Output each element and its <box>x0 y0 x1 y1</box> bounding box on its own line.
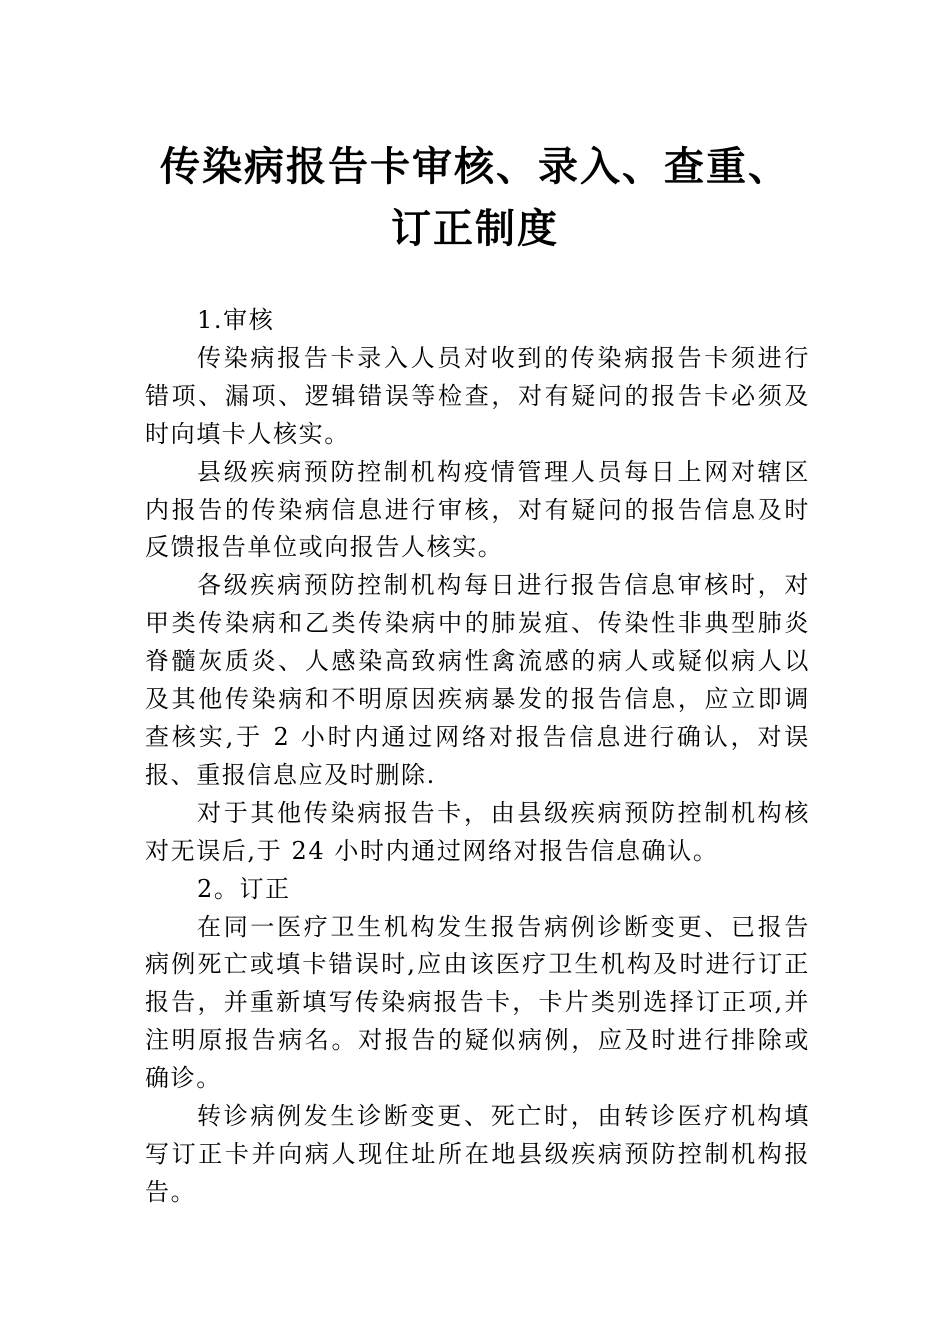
document-title-line1: 传染病报告卡审核、录入、查重、 <box>160 144 790 190</box>
paragraph: 对于其他传染病报告卡，由县级疾病预防控制机构核对无误后,于 24 小时内通过网络对报告信息确认。 <box>145 798 810 865</box>
document-title-line2: 订正制度 <box>391 206 559 252</box>
paragraph: 转诊病例发生诊断变更、死亡时，由转诊医疗机构填写订正卡并向病人现住址所在地县级疾病预防控制机构报告。 <box>145 1102 810 1206</box>
paragraph: 县级疾病预防控制机构疫情管理人员每日上网对辖区内报告的传染病信息进行审核，对有疑问的报告信息及时反馈报告单位或向报告人核实。 <box>145 457 810 562</box>
section-heading-correction: 2。订正 <box>197 874 291 903</box>
paragraph: 传染病报告卡录入人员对收到的传染病报告卡须进行错项、漏项、逻辑错误等检查，对有疑问的报告卡必须及时向填卡人核实。 <box>145 343 810 448</box>
document-body <box>145 302 810 1212</box>
paragraph: 在同一医疗卫生机构发生报告病例诊断变更、已报告病例死亡或填卡错误时,应由该医疗卫生机构及时进行订正报告，并重新填写传染病报告卡，卡片类别选择订正项,并注明原报告病名。对报告的疑似病例，应及时进行排除或确诊。 <box>145 912 810 1093</box>
section-heading-review: 1.审核 <box>197 306 275 334</box>
paragraph: 各级疾病预防控制机构每日进行报告信息审核时，对甲类传染病和乙类传染病中的肺炭疽、传染性非典型肺炎脊髓灰质炎、人感染高致病性禽流感的病人或疑似病人以及其他传染病和不明原因疾病暴发的报告信息，应立即调查核实,于 2 小时内通过网络对报告信息进行确认，对误报、重报信息应及时删除. <box>145 571 810 789</box>
